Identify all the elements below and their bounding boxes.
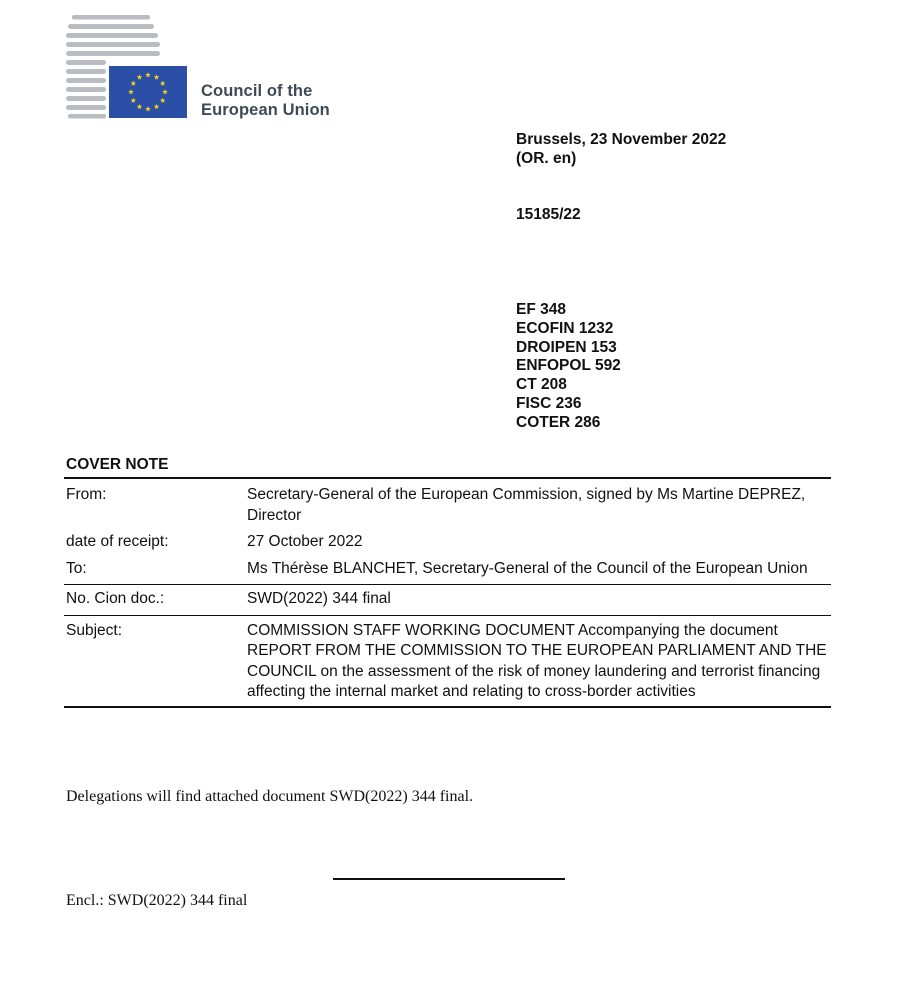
enclosure-note: Encl.: SWD(2022) 344 final [66,892,248,909]
council-name-line1: Council of the [201,82,313,100]
flag-star-icon [162,89,168,94]
cion-doc-label: No. Cion doc.: [66,590,165,607]
flag-star-icon [145,72,151,77]
cion-doc-value: SWD(2022) 344 final [247,590,391,607]
flag-star-icon [160,81,166,86]
classification-code: ENFOPOL 592 [516,357,621,375]
cover-note-title: COVER NOTE [66,456,169,473]
flag-star-icon [130,81,136,86]
subject-value: COMMISSION STAFF WORKING DOCUMENT Accompanying the document REPORT FROM THE COMMISSION TO THE EUROPEAN PARLIAMENT AND THE COUNCIL on the assessment of the risk of money laundering and terrorist financing affecting the internal market and relating to cross-border activities [247,621,827,700]
date-of-receipt-label: date of receipt: [66,533,169,550]
flag-star-icon [154,74,160,79]
date-of-receipt-value: 27 October 2022 [247,533,363,550]
separator-line [333,878,565,880]
classification-codes [516,301,621,433]
row-date-of-receipt [64,526,831,553]
classification-code: DROIPEN 153 [516,338,617,356]
row-subject [64,616,831,706]
flag-star-icon [130,98,136,103]
council-name [201,82,330,120]
row-from [64,479,831,526]
council-logo [66,12,366,124]
to-label: To: [66,559,87,577]
original-language: (OR. en) [516,149,577,167]
classification-code: FISC 236 [516,394,582,412]
flag-star-icon [128,89,134,94]
classification-code: COTER 286 [516,413,601,431]
place-date: Brussels, 23 November 2022 [516,131,727,148]
flag-star-icon [154,104,160,109]
flag-star-icon [137,74,143,79]
subject-label: Subject: [66,621,123,639]
cover-note-table [64,477,831,708]
place-and-date-block [516,131,726,168]
flag-star-icon [137,104,143,109]
table-bottom-rule [64,706,831,708]
council-name-line2: European Union [201,101,330,119]
to-value: Ms Thérèse BLANCHET, Secretary-General of the Council of the European Union [247,559,808,577]
flag-star-icon [145,106,151,111]
row-cion-doc [64,585,831,615]
classification-code: EF 348 [516,301,566,318]
document-number: 15185/22 [516,206,581,223]
classification-code: ECOFIN 1232 [516,319,614,337]
flag-star-icon [160,98,166,103]
delegations-note: Delegations will find attached document SWD(2022) 344 final. [66,788,474,805]
row-to [64,553,831,585]
from-label: From: [66,486,107,503]
eu-flag-icon [109,66,187,118]
from-value: Secretary-General of the European Commission, signed by Ms Martine DEPREZ, Director [247,486,806,524]
classification-code: CT 208 [516,376,567,394]
